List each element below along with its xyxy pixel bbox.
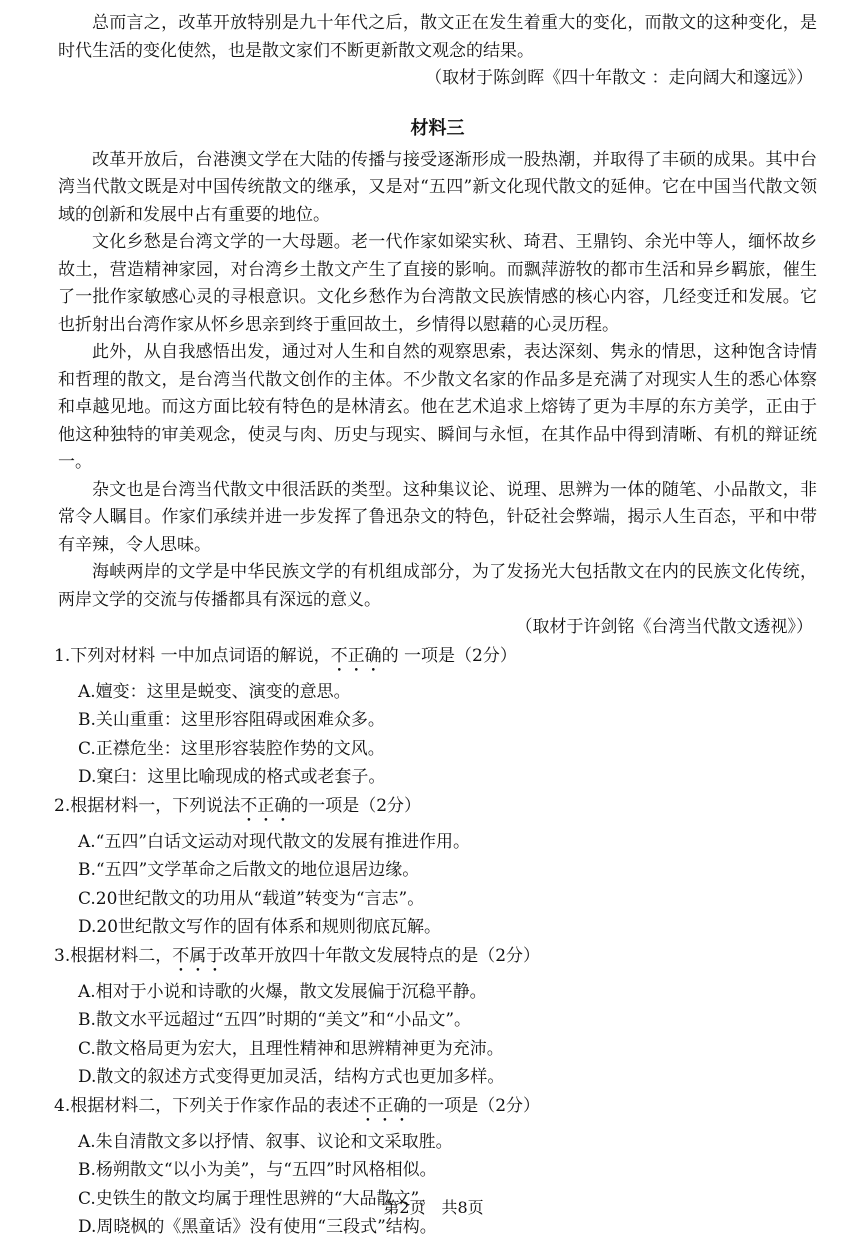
question-4-stem-after: 的一项是（2分） <box>410 1095 541 1116</box>
question-3 <box>54 942 817 1092</box>
material-three-paragraph-1: 改革开放后，台港澳文学在大陆的传播与接受逐渐形成一股热潮，并取得了丰硕的成果。其中台湾当代散文既是对中国传统散文的继承，又是对“五四”新文化现代散文的延伸。它在中国当代散文领域的创新和发展中占有重要的地位。 <box>58 149 817 225</box>
question-1-stem-before: 1.下列对材料 一中加点词语的解说， <box>54 645 331 666</box>
question-4-option-a: A.朱自清散文多以抒情、叙事、议论和文采取胜。 <box>78 1131 453 1152</box>
question-4-option-d: D.周晓枫的《黑童话》没有使用“三段式”结构。 <box>78 1217 437 1237</box>
question-1-option-c: C.正襟危坐：这里形容装腔作势的文风。 <box>78 738 385 759</box>
question-4-stem <box>54 1092 817 1126</box>
intro-source: （取材于陈剑晖《四十年散文 ：走向阔大和邃远》） <box>425 68 813 88</box>
question-3-option-a: A.相对于小说和诗歌的火爆，散文发展偏于沉稳平静。 <box>78 981 487 1002</box>
question-3-stem-after: 改革开放四十年散文发展特点的是（2分） <box>223 945 541 966</box>
material-three-paragraph-5: 海峡两岸的文学是中华民族文学的有机组成部分，为了发扬光大包括散文在内的民族文化传统，两岸文学的交流与传播都具有深远的意义。 <box>58 562 817 610</box>
question-4-stem-before: 4.根据材料二，下列关于作家作品的表述 <box>54 1095 360 1116</box>
question-2-option-d: D.20世纪散文写作的固有体系和规则彻底瓦解。 <box>78 917 442 937</box>
question-1 <box>54 642 817 792</box>
question-1-option-a: A.嬗变：这里是蜕变、演变的意思。 <box>78 681 351 702</box>
question-4-option-c: C.史铁生的散文均属于理性思辨的“大品散文”。 <box>78 1188 437 1209</box>
question-3-stem-before: 3.根据材料二， <box>54 945 173 966</box>
question-4-option-b: B.杨朔散文“以小为美”，与“五四”时风格相似。 <box>78 1160 437 1180</box>
question-2-stem-after: 的一项是（2分） <box>291 795 422 816</box>
question-1-option-b: B.关山重重：这里形容阻碍或困难众多。 <box>78 710 385 730</box>
question-3-emphasis: 不属于 <box>172 945 224 966</box>
question-2-option-a: A.“五四”白话文运动对现代散文的发展有推进作用。 <box>78 831 471 852</box>
question-3-stem <box>54 942 817 976</box>
question-2-option-c: C.20世纪散文的功用从“载道”转变为“言志”。 <box>78 888 425 909</box>
material-three-paragraph-3: 此外，从自我感悟出发，通过对人生和自然的观察思索，表达深刻、隽永的情思，这种饱含诗情和哲理的散文，是台湾当代散文创作的主体。不少散文名家的作品多是充满了对现实人生的悉心体察和卓越见地。而这方面比较有特色的是林清玄。他在艺术追求上熔铸了更为丰厚的东方美学，正由于他这种独特的审美观念，使灵与肉、历史与现实、瞬间与永恒，在其作品中得到清晰、有机的辩证统一。 <box>58 342 817 472</box>
question-2-option-b: B.“五四”文学革命之后散文的地位退居边缘。 <box>78 860 420 880</box>
question-1-stem <box>54 642 817 676</box>
question-2-stem-before: 2.根据材料一，下列说法 <box>54 795 241 816</box>
page-footer: 第2页 共8页 <box>383 1198 484 1217</box>
question-2-stem <box>54 792 817 826</box>
material-three-paragraph-2: 文化乡愁是台湾文学的一大母题。老一代作家如梁实秋、琦君、王鼎钧、余光中等人，缅怀故乡故土，营造精神家园，对台湾乡土散文产生了直接的影响。而飘萍游牧的都市生活和异乡羁旅，催生了一批作家敏感心灵的寻根意识。文化乡愁作为台湾散文民族情感的核心内容，几经变迁和发展。它也折射出台湾作家从怀乡思亲到终于重回故土，乡情得以慰藉的心灵历程。 <box>58 232 817 335</box>
question-4 <box>54 1092 817 1242</box>
intro-paragraph: 总而言之，改革开放特别是九十年代之后，散文正在发生着重大的变化，而散文的这种变化，是时代生活的变化使然，也是散文家们不断更新散文观念的结果。 <box>58 13 817 61</box>
question-3-option-b: B.散文水平远超过“五四”时期的“美文”和“小品文”。 <box>78 1010 472 1030</box>
material-three-paragraph-4: 杂文也是台湾当代散文中很活跃的类型。这种集议论、说理、思辨为一体的随笔、小品散文，非常令人瞩目。作家们承续并进一步发挥了鲁迅杂文的特色，针砭社会弊端，揭示人生百态，平和中带有辛辣，令人思味。 <box>58 479 817 555</box>
question-3-option-d: D.散文的叙述方式变得更加灵活，结构方式也更加多样。 <box>78 1067 505 1087</box>
question-1-emphasis: 不正确 <box>330 645 382 666</box>
question-1-stem-after: 的 一项是（2分） <box>381 645 517 666</box>
material-three-source: （取材于许剑铭《台湾当代散文透视》） <box>515 617 813 637</box>
question-1-option-d: D.窠臼：这里比喻现成的格式或老套子。 <box>78 767 386 787</box>
question-3-option-c: C.散文格局更为宏大，且理性精神和思辨精神更为充沛。 <box>78 1038 504 1059</box>
material-three-title: 材料三 <box>410 117 465 139</box>
question-2 <box>54 792 817 942</box>
question-2-emphasis: 不正确 <box>240 795 292 816</box>
question-4-emphasis: 不正确 <box>359 1095 411 1116</box>
